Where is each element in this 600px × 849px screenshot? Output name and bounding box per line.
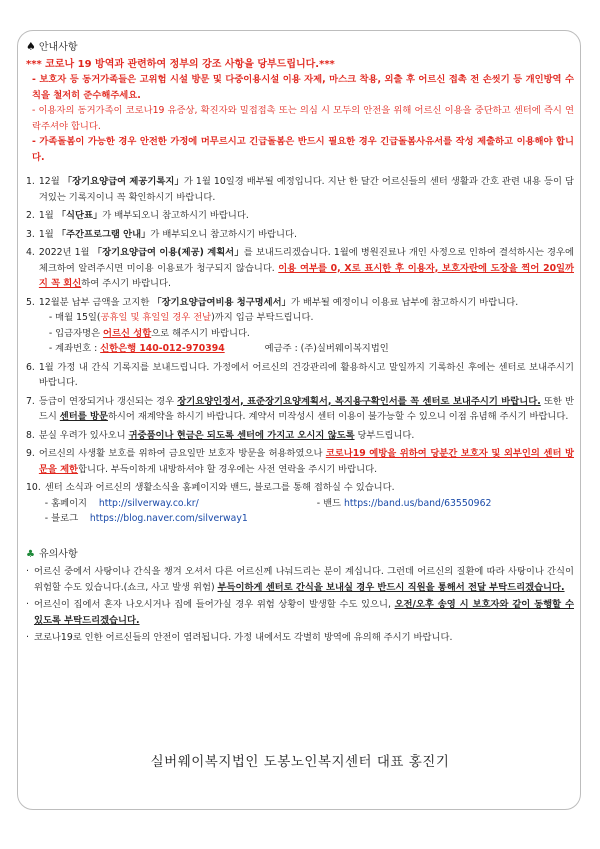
notice-item-9: 9. 어르신의 사생활 보호를 위하여 금요일만 보호자 방문을 허용하였으나 코로나19 예방을 위하여 당분간 보호자 및 외부인의 센터 방문을 제한합니다. 부득이하게 내방하셔야 할 경우에는 사전 연락을 주시기 바랍니다.: [26, 448, 574, 475]
notice-item-6: 6. 1월 가정 내 간식 기록지를 보내드립니다. 가정에서 어르신의 건강관리에 활용하시고 말일까지 기록하신 후에는 센터로 보내주시기 바랍니다.: [26, 361, 574, 388]
covid-item-2: - 이용자의 동거가족이 코로나19 유증상, 확진자와 밀접접촉 또는 의심 시 모두의 안전을 위해 어르신 이용을 중단하고 센터에 즉시 연락주셔야 합니다.: [32, 105, 574, 132]
band-link[interactable]: https://band.us/band/63550962: [344, 497, 492, 509]
spade-icon: ♠: [26, 40, 36, 53]
caution-item-2: · 어르신이 집에서 혼자 나오시거나 집에 들어가실 경우 위험 상황이 발생할 수도 있으니, 오전/오후 송영 시 보호자와 같이 동행할 수 있도록 부탁드리겠습니다.: [26, 599, 574, 626]
account-info: - 계좌번호 : 신한은행 140-012-970394 예금주 : (주)실버웨이복지법인: [48, 343, 389, 354]
notice-item-8: 8. 분실 우려가 있사오니 귀중품이나 현금은 되도록 센터에 가지고 오시지 않도록 당부드립니다.: [26, 429, 415, 441]
notice-item-3: 3. 1월 「주간프로그램 안내」가 배부되오니 참고하시기 바랍니다.: [26, 228, 297, 240]
covid-item-3: - 가족돌봄이 가능한 경우 안전한 가정에 머무르시고 긴급돌봄은 반드시 필요한 경우 긴급돌봄사유서를 작성 제출하고 이용해야 합니다.: [32, 136, 574, 163]
caution-heading: ♣ 유의사항: [26, 548, 78, 560]
blog-link[interactable]: https://blog.naver.com/silverway1: [89, 513, 248, 524]
caution-item-3: · 코로나19로 인한 어르신들의 안전이 염려됩니다. 가정 내에서도 각별히 방역에 유의해 주시기 바랍니다.: [26, 632, 453, 643]
payment-date-note: - 매월 15일(공휴일 및 휴일일 경우 전날)까지 입금 부탁드립니다.: [48, 312, 314, 323]
homepage-and-band-row: - 홈페이지 http://silverway.co.kr/ - 밴드 https://band.us/band/63550962: [44, 497, 492, 509]
notice-item-10: 10. 센터 소식과 어르신의 생활소식을 홈페이지와 밴드, 블로그를 통해 접하실 수 있습니다. - 홈페이지 http://silverway.co.kr/ - 밴드 https://band.us/band/63550962 - 블로그 https://blog.naver.com/silverway1: [26, 480, 574, 527]
covid-item-1: - 보호자 등 동거가족들은 고위험 시설 방문 및 다중이용시설 이용 자제, 마스크 착용, 외출 후 어르신 접촉 전 손씻기 등 개인방역 수칙을 철저히 준수해주세요.: [32, 74, 574, 101]
caution-item-1: · 어르신 중에서 사탕이나 간식을 챙겨 오셔서 다른 어르신께 나눠드리는 분이 계십니다. 그런데 어르신의 질환에 따라 사탕이나 간식이 위험할 수도 있습니다.(쇼크, 사고 발생 위험) 부득이하게 센터로 간식을 보내실 경우 반드시 직원을 통해서 전달 부탁드리겠습니다.: [26, 566, 574, 593]
notice-item-5: 5. 12월분 납부 금액을 고지한 「장기요양급여비용 청구명세서」가 배부될 예정이니 이용료 납부에 참고하시기 바랍니다. - 매월 15일(공휴일 및 휴일일 경우 전날)까지 입금 부탁드립니다. - 입금자명은 어르신 성함으로 해주시기 바랍니다. - 계좌번호 : 신한은행 140-012-970394 예금주 : (주)실버웨이복지법인: [26, 295, 574, 357]
account-number: 신한은행 140-012-970394: [100, 343, 225, 354]
signature-footer: 실버웨이복지법인 도봉노인복지센터 대표 홍진기: [150, 754, 450, 770]
notice-item-7: 7. 등급이 연장되거나 갱신되는 경우 장기요양인정서, 표준장기요양계획서, 복지용구확인서를 꼭 센터로 보내주시기 바랍니다. 또한 반드시 센터를 방문하시어 재계약을 하시기 바랍니다. 계약서 미작성시 센터 이용이 불가능할 수 있으니 이점 유념해 주시기 바랍니다.: [26, 395, 575, 422]
notice-item-1: 1. 12월 「장기요양급여 제공기록지」가 1월 10일경 배부될 예정입니다. 지난 한 달간 어르신들의 센터 생활과 간호 관련 내용 등이 담겨있는 기록지이니 꼭 확인하시기 바랍니다.: [26, 176, 574, 203]
club-icon: ♣: [26, 548, 35, 560]
notice-item-4: 4. 2022년 1월 「장기요양급여 이용(제공) 계획서」를 보내드리겠습니다. 1월에 병원진료나 개인 사정으로 인하여 결석하시는 경우에 체크하여 알려주시면 미이용 이용료가 청구되지 않습니다. 이용 여부를 0, X로 표시한 후 이용자, 보호자란에 도장을 찍어 20일까지 꼭 회신하여 주시기 바랍니다.: [26, 247, 574, 289]
notice-content: [26, 39, 574, 646]
notice-heading: ♠ 안내사항: [26, 40, 78, 53]
depositor-name-note: - 입금자명은 어르신 성함으로 해주시기 바랍니다.: [48, 327, 250, 339]
notice-item-2: 2. 1월 「식단표」가 배부되오니 참고하시기 바랍니다.: [26, 210, 249, 221]
covid-title: *** 코로나 19 방역과 관련하여 정부의 강조 사항을 당부드립니다.***: [26, 58, 335, 70]
blog-row: - 블로그 https://blog.naver.com/silverway1: [44, 513, 248, 524]
homepage-link[interactable]: http://silverway.co.kr/: [98, 497, 199, 509]
